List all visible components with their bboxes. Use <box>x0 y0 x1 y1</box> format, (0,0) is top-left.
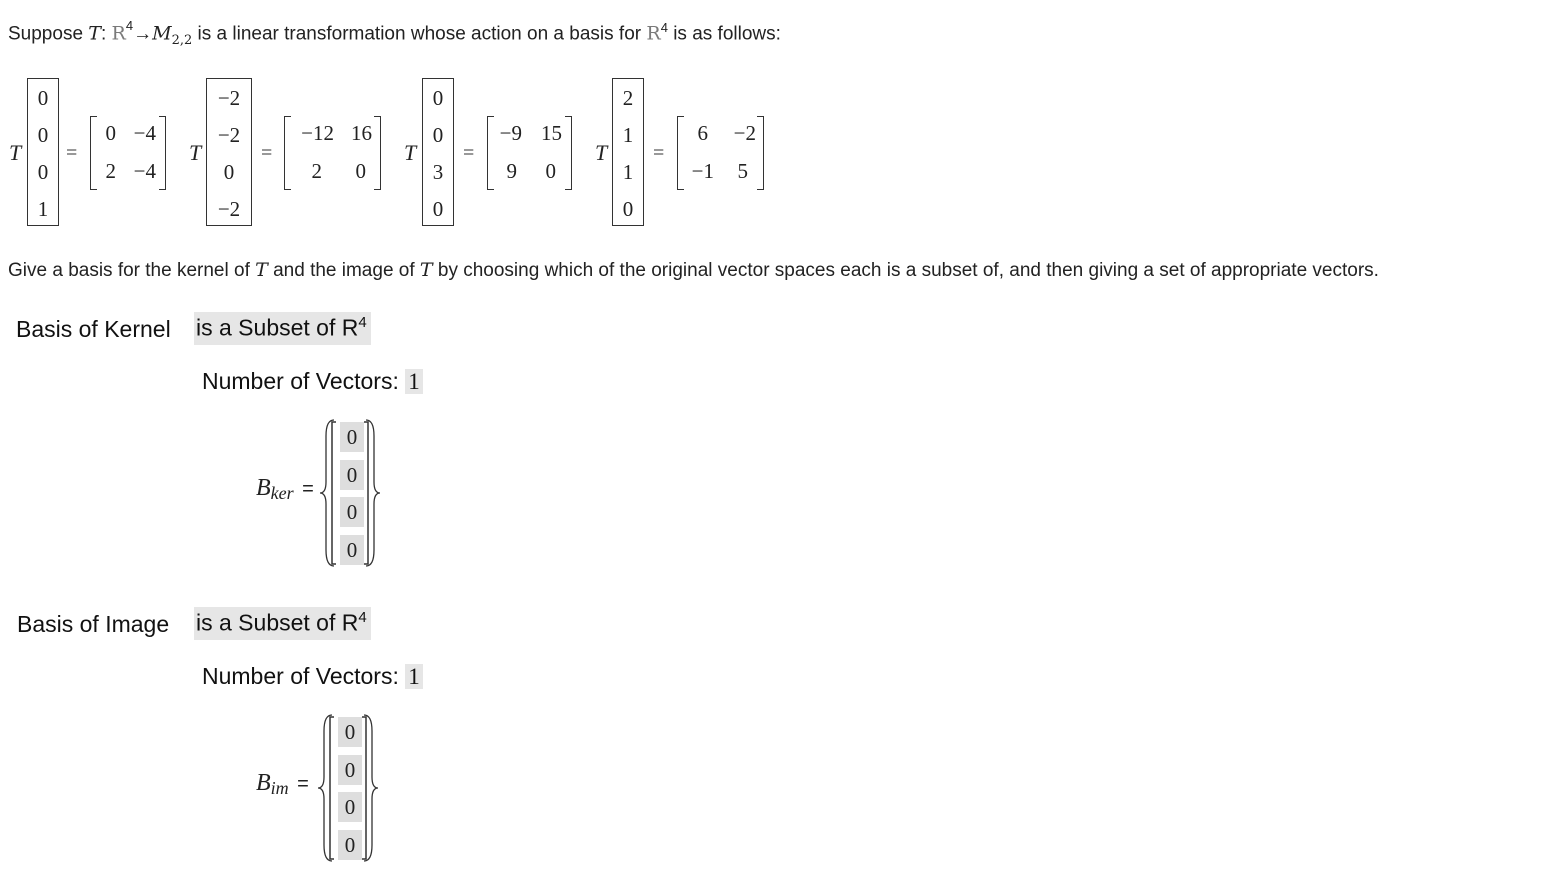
kernel-count-row <box>202 368 423 395</box>
image-count-label: Number of Vectors: <box>202 663 406 689</box>
vector-entry: 1 <box>622 160 634 184</box>
matrix-entry: 9 <box>506 159 517 183</box>
matrix-entry: −2 <box>733 121 756 145</box>
vector-entry: 0 <box>37 86 49 110</box>
question-part1: Give a basis for the kernel of <box>8 260 256 281</box>
image-vector-input[interactable]: 0 <box>338 792 362 822</box>
question-T2: T <box>419 259 433 281</box>
matrix-entry: 5 <box>737 159 748 183</box>
kernel-subset-dropdown[interactable] <box>194 312 371 345</box>
matrix-entry: 15 <box>541 121 562 145</box>
problem-intro <box>8 20 781 48</box>
intro-middle: is a linear transformation whose action on a basis for <box>192 23 647 45</box>
intro-arrow: → <box>133 23 153 45</box>
image-subset-dim: 4 <box>358 609 367 626</box>
intro-domain-dim: 4 <box>125 18 134 33</box>
question-text <box>8 259 1379 282</box>
image-vector-input[interactable]: 0 <box>338 717 362 747</box>
intro-T: T <box>88 22 101 45</box>
vector-entry: 0 <box>432 86 444 110</box>
image-B: B <box>256 770 271 796</box>
image-subset-text: is a Subset of R <box>196 609 359 636</box>
matrix-bracket-right <box>565 116 572 190</box>
equals-sign: = <box>653 142 665 164</box>
image-eq: = <box>297 773 309 795</box>
image-count-row <box>202 663 423 690</box>
matrix-entry: −9 <box>499 121 522 145</box>
vector-entry: 1 <box>622 123 634 147</box>
kernel-label: Basis of Kernel <box>16 316 171 342</box>
basis-vector-2 <box>206 78 252 226</box>
intro-basis-set: R <box>646 22 661 45</box>
image-vector-input[interactable]: 0 <box>338 830 362 860</box>
kernel-basis-name <box>256 475 314 504</box>
matrix-entry: 0 <box>105 121 116 145</box>
kernel-vector-input[interactable]: 0 <box>340 535 364 565</box>
matrix-entry: −1 <box>691 159 714 183</box>
matrix-entry: 2 <box>105 159 116 183</box>
equals-sign: = <box>66 142 78 164</box>
vector-entry: 3 <box>432 160 444 184</box>
kernel-vector-input[interactable]: 0 <box>340 422 364 452</box>
image-subset-dropdown[interactable] <box>194 607 371 640</box>
image-vector-input[interactable]: 0 <box>338 755 362 785</box>
vector-entry: 0 <box>37 160 49 184</box>
T-symbol: T <box>9 140 22 165</box>
kernel-eq: = <box>302 478 314 500</box>
question-part2: and the image of <box>267 260 420 281</box>
kernel-B: B <box>256 475 271 501</box>
image-B-sub: im <box>270 778 289 799</box>
equals-sign: = <box>463 142 475 164</box>
basis-vector-3 <box>422 78 454 226</box>
question-T1: T <box>255 259 268 281</box>
image-label: Basis of Image <box>17 611 170 637</box>
vector-entry: −2 <box>217 123 241 147</box>
kernel-vector-input[interactable]: 0 <box>340 460 364 490</box>
T-symbol: T <box>595 140 608 165</box>
image-count-input[interactable]: 1 <box>405 664 423 689</box>
matrix-entry: −4 <box>133 121 156 145</box>
T-symbol: T <box>404 140 417 165</box>
image-basis-name <box>256 770 309 799</box>
kernel-subset-dim: 4 <box>358 314 367 331</box>
kernel-vector-input[interactable]: 0 <box>340 497 364 527</box>
vector-entry: 1 <box>37 197 49 221</box>
matrix-bracket-right <box>159 116 166 190</box>
kernel-count-label: Number of Vectors: <box>202 368 406 394</box>
matrix-entry: −4 <box>133 159 156 183</box>
vector-entry: 0 <box>223 160 235 184</box>
intro-domain-set: R <box>111 22 126 45</box>
vector-entry: 0 <box>432 123 444 147</box>
vector-entry: −2 <box>217 86 241 110</box>
question-part3: by choosing which of the original vector spaces each is a subset of, and then giving a set of appropriate vectors. <box>432 260 1379 281</box>
intro-basis-dim: 4 <box>660 20 668 35</box>
intro-colon: : <box>100 23 107 45</box>
kernel-B-sub: ker <box>270 483 294 504</box>
kernel-subset-text: is a Subset of R <box>196 314 359 341</box>
vector-entry: 0 <box>37 123 49 147</box>
kernel-count-input[interactable]: 1 <box>405 369 423 394</box>
matrix-entry: 16 <box>351 121 372 145</box>
T-symbol: T <box>189 140 202 165</box>
matrix-bracket-right <box>374 116 381 190</box>
equals-sign: = <box>261 142 273 164</box>
vector-entry: −2 <box>217 197 241 221</box>
intro-suffix: is as follows: <box>667 23 781 45</box>
basis-vector-4 <box>612 78 644 226</box>
matrix-entry: 6 <box>697 121 708 145</box>
vector-entry: 2 <box>622 86 634 110</box>
matrix-bracket-left <box>677 116 684 190</box>
matrix-entry: −12 <box>301 121 334 145</box>
basis-vector-1 <box>27 78 59 226</box>
matrix-entry: 0 <box>545 159 556 183</box>
matrix-entry: 2 <box>311 159 322 183</box>
intro-codomain-set: M <box>152 22 172 45</box>
vector-entry: 0 <box>622 197 634 221</box>
vector-entry: 0 <box>432 197 444 221</box>
matrix-entry: 0 <box>355 159 366 183</box>
intro-prefix: Suppose <box>8 23 89 45</box>
matrix-bracket-right <box>757 116 764 190</box>
intro-codomain-sub: 2,2 <box>171 33 193 49</box>
